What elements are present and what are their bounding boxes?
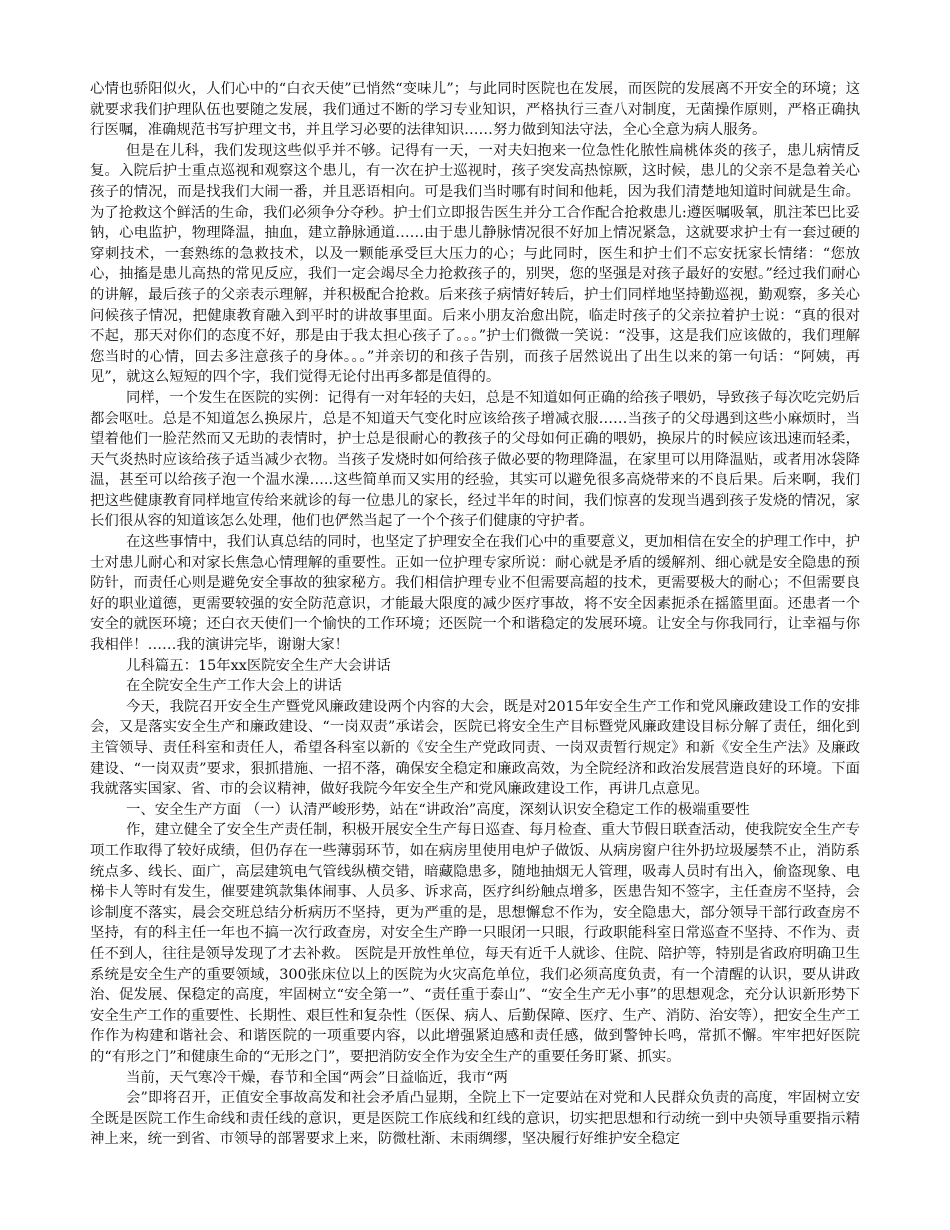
body-paragraph: 但是在儿科，我们发现这些似乎并不够。记得有一天，一对夫妇抱来一位急性化脓性扁桃体炎的孩子，患儿病情反复。入院后护士重点巡视和观察这个患儿，有一次在护士巡视时，孩子突发高热惊厥，这时候，患儿的父亲不是急着关心孩子的情况，而是找我们大闹一番，并且恶语相向。可是我们当时哪有时间和他耗，因为我们清楚地知道时间就是生命。为了抢救这个鲜活的生命，我们必须争分夺秒。护士们立即报告医生并分工合作配合抢救患儿:遵医嘱吸氧，肌注苯巴比妥钠，心电监护，物理降温，抽血，建立静脉通道……由于患儿静脉情况很不好加上情况紧急，这就要求护士有一套过硬的穿刺技术，一套熟练的急救技术，以及一颗能承受巨大压力的心；与此同时，医生和护士们不忘安抚家长情绪：“您放心，抽搐是患儿高热的常见反应，我们一定会竭尽全力抢救孩子的，别哭，您的坚强是对孩子最好的安慰。”经过我们耐心的讲解，最后孩子的父亲表示理解，并积极配合抢救。后来孩子病情好转后，护士们同样地坚持勤巡视，勤观察，多关心问候孩子情况，把健康教育融入到平时的讲故事里面。后来小朋友治愈出院，临走时孩子的父亲拉着护士说：“真的很对不起，那天对你们的态度不好，那是由于我太担心孩子了。。。”护士们微微一笑说：“没事，这是我们应该做的，我们理解您当时的心情，回去多注意孩子的身体。。。”并亲切的和孩子告别，而孩子居然说出了出生以来的第一句话：“阿姨，再见”，就这么短短的四个字，我们觉得无论付出再多都是值得的。 xyxy=(90,142,860,386)
body-paragraph: 当前，天气寒冷干燥，春节和全国“两会”日益临近，我市“两 xyxy=(126,1069,508,1086)
body-paragraph: 一、安全生产方面 （一）认清严峻形势，站在“讲政治”高度，深刻认识安全稳定工作的极端重要性 xyxy=(126,801,750,818)
body-paragraph: 同样，一个发生在医院的实例：记得有一对年轻的夫妇，总是不知道如何正确的给孩子喂奶，导致孩子每次吃完奶后都会呕吐。总是不知道怎么换尿片，总是不知道天气变化时应该给孩子增减衣服……当孩子的父母遇到这些小麻烦时，当望着他们一脸茫然而又无助的表情时，护士总是很耐心的教孩子的父母如何正确的喂奶，换尿片的时候应该迅速而轻柔，天气炎热时应该给孩子适当减少衣物。当孩子发烧时如何给孩子做必要的物理降温，在家里可以用降温贴，或者用冰袋降温，甚至可以给孩子泡一个温水澡…..这些简单而又实用的经验，其实可以避免很多高烧带来的不良后果。后来啊，我们把这些健康教育同样地宣传给来就诊的每一位患儿的家长，经过半年的时间，我们惊喜的发现当遇到孩子发烧的情况，家长们很从容的知道该怎么处理，他们也俨然当起了一个个孩子们健康的守护者。 xyxy=(90,389,860,530)
body-paragraph: 心情也骄阳似火，人们心中的“白衣天使”已悄然“变味儿”；与此同时医院也在发展，而医院的发展离不开安全的环境；这就要求我们护理队伍也要随之发展，我们通过不断的学习专业知识，严格执行三查八对制度，无菌操作原则，严格正确执行医嘱，准确规范书写护理文书，并且学习必要的法律知识……努力做到知法守法，全心全意为病人服务。 xyxy=(90,81,860,139)
body-paragraph: 在这些事情中，我们认真总结的同时，也坚定了护理安全在我们心中的重要意义，更加相信在安全的护理工作中，护士对患儿耐心和对家长焦急心情理解的重要性。正如一位护理专家所说：耐心就是矛盾的缓解剂、细心就是安全隐患的预防针，而责任心则是避免安全事故的独家秘方。我们相信护理专业不但需要高超的技术，更需要极大的耐心；不但需要良好的职业道德，更需要较强的安全防范意识，才能最大限度的减少医疗事故，将不安全因素扼杀在摇篮里面。还患者一个安全的就医环境；还白衣天使们一个愉快的工作环境；还医院一个和谐稳定的发展环境。让安全与你我同行，让幸福与你我相伴！……我的演讲完毕，谢谢大家！ xyxy=(90,534,860,654)
section-heading: 在全院安全生产工作大会上的讲话 xyxy=(126,678,342,695)
body-paragraph: 作，建立健全了安全生产责任制，积极开展安全生产每日巡查、每月检查、重大节假日联查活动，使我院安全生产专项工作取得了较好成绩，但仍存在一些薄弱环节，如在病房里使用电炉子做饭、从病房窗户往外扔垃圾屡禁不止，消防系统点多、线长、面广，高层建筑电气管线纵横交错，暗藏隐患多，随地抽烟无人管理，吸毒人员时有出入，偷盗现象、电梯卡人等时有发生，催要建筑款集体闹事、人员多、诉求高，医疗纠纷触点增多，医患告知不签字，主任查房不坚持，会诊制度不落实，晨会交班总结分析病历不坚持，更为严重的是，思想懈怠不作为，安全隐患大，部分领导干部行政查房不坚持，有的科主任一年也不搞一次行政查房，对安全生产睁一只眼闭一只眼，行政职能科室日常巡查不坚持、不作为、责任不到人，往往是领导发现了才去补救。 医院是开放性单位，每天有近千人就诊、住院、陪护等，特别是省政府明确卫生系统是安全生产的重要领域，300张床位以上的医院为火灾高危单位，我们必须高度负责，有一个清醒的认识，要从讲政治、促发展、保稳定的高度，牢固树立“安全第一”、“责任重于泰山”、“安全生产无小事”的思想观念，充分认识新形势下安全生产工作的重要性、长期性、艰巨性和复杂性（医保、病人、后勤保障、医疗、生产、消防、治安等），把安全生产工作作为构建和谐社会、和谐医院的一项重要内容，以此增强紧迫感和责任感，做到警钟长鸣，常抓不懈。牢牢把好医院的“有形之门”和健康生命的“无形之门”，要把消防安全作为安全生产的重要任务盯紧、抓实。 xyxy=(90,822,860,1065)
body-paragraph: 今天，我院召开安全生产暨党风廉政建设两个内容的大会，既是对2015年安全生产工作和党风廉政建设工作的安排会，又是落实安全生产和廉政建设、“一岗双责”承诺会，医院已将安全生产目标暨党风廉政建设目标分解了责任，细化到主管领导、责任科室和责任人，希望各科室以新的《安全生产党政同责、一岗双责暂行规定》和新《安全生产法》及廉政建设、“一岗双责”要求，狠抓措施、一招不落，确保安全稳定和廉政高效，为全院经济和政治发展营造良好的环境。下面我就落实国家、省、市的会议精神，做好我院今年安全生产和党风廉政建设工作，再讲几点意见。 xyxy=(90,698,860,798)
body-paragraph: 会”即将召开，正值安全事故高发和社会矛盾凸显期，全院上下一定要站在对党和人民群众负责的高度，牢固树立安全既是医院工作生命线和责任线的意识，更是医院工作底线和红线的意识，切实把思想和行动统一到中央领导重要指示精神上来，统一到省、市领导的部署要求上来，防微杜渐、未雨绸缪，坚决履行好维护安全稳定 xyxy=(90,1090,860,1148)
section-heading: 儿科篇五：15年xx医院安全生产大会讲话 xyxy=(126,657,391,674)
document-page xyxy=(90,79,860,1150)
